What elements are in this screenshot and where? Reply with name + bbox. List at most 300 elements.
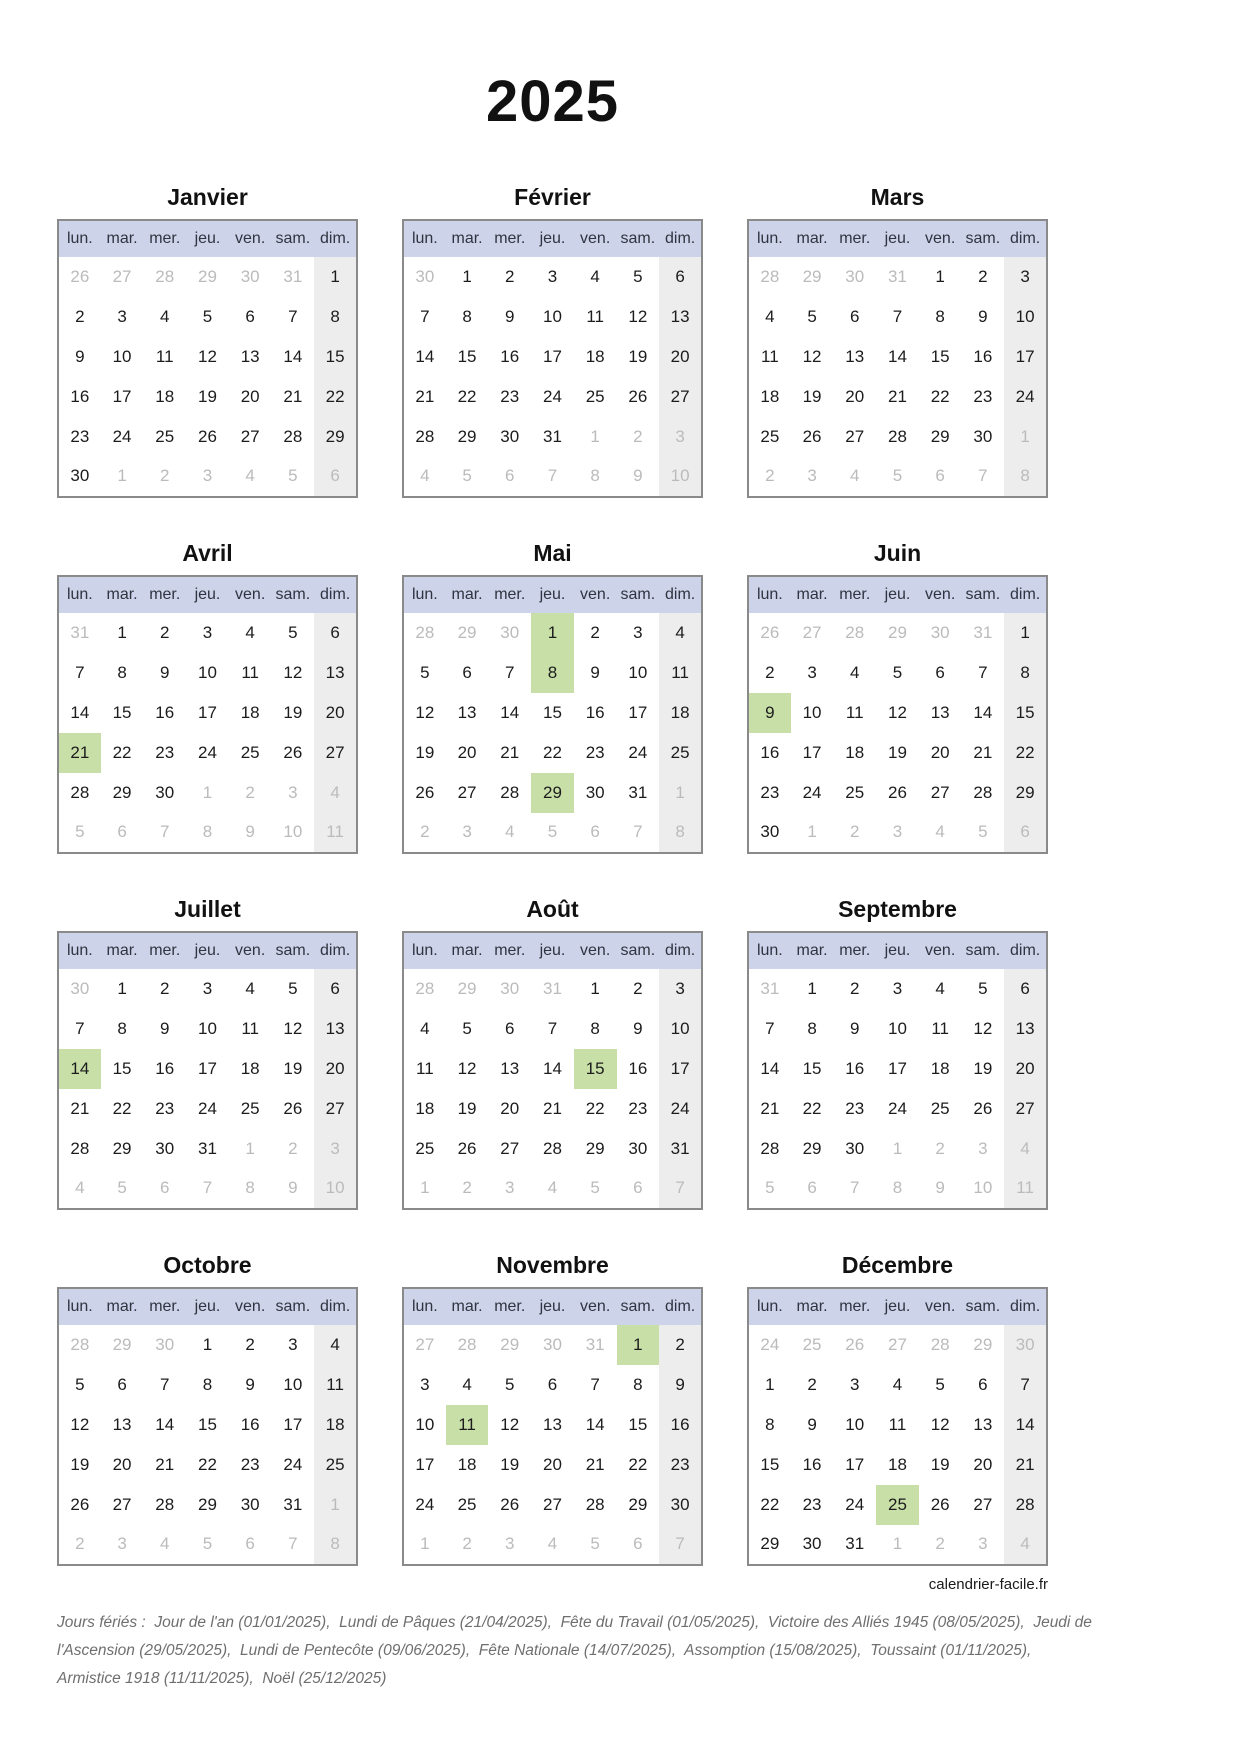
week-row	[58, 1089, 357, 1129]
weekday-header: ven.	[229, 1288, 272, 1325]
month-septembre	[747, 896, 1048, 1210]
month-mai	[402, 540, 703, 854]
day-cell: 27	[888, 1334, 907, 1354]
day-cell: 2	[75, 1534, 85, 1554]
day-cell: 4	[245, 622, 255, 642]
day-cell: 17	[659, 1049, 702, 1089]
weekday-header: jeu.	[186, 220, 229, 257]
day-cell: 2	[75, 306, 85, 326]
day-cell: 5	[462, 1018, 472, 1038]
day-cell: 11	[416, 1058, 434, 1078]
day-cell: 12	[457, 1058, 477, 1078]
day-cell: 25	[457, 1494, 477, 1514]
day-cell: 8	[245, 1178, 255, 1198]
day-cell: 1	[117, 622, 127, 642]
week-row	[403, 1405, 702, 1445]
weekday-header: sam.	[962, 1288, 1005, 1325]
day-cell: 3	[633, 622, 643, 642]
weekday-header: mar.	[101, 1288, 144, 1325]
weekday-header: mar.	[791, 1288, 834, 1325]
day-cell: 30	[155, 1138, 175, 1158]
day-cell: 4	[505, 822, 515, 842]
day-cell: 29	[802, 1138, 822, 1158]
day-cell: 19	[500, 1454, 520, 1474]
weekday-header: sam.	[617, 576, 660, 613]
day-cell: 7	[892, 306, 903, 326]
day-cell: 19	[70, 1454, 90, 1474]
week-row	[58, 1325, 357, 1365]
day-cell: 23	[845, 1098, 865, 1118]
week-row	[748, 257, 1047, 297]
month-title: Novembre	[496, 1251, 609, 1278]
day-cell: 30	[155, 782, 175, 802]
day-cell: 19	[628, 346, 648, 366]
day-cell: 5	[807, 306, 817, 326]
day-cell: 24	[415, 1494, 435, 1514]
day-cell: 1	[892, 1138, 903, 1158]
day-cell: 29	[457, 978, 477, 998]
day-cell: 14	[283, 346, 303, 366]
weekday-header: mar.	[791, 220, 834, 257]
day-cell: 3	[547, 266, 558, 286]
day-cell: 6	[1004, 969, 1047, 1009]
holiday-day-cell: 21	[58, 733, 101, 773]
week-row	[403, 1169, 702, 1209]
week-row	[58, 417, 357, 457]
day-cell: 12	[198, 346, 217, 366]
day-cell: 4	[765, 306, 775, 326]
day-cell: 23	[802, 1494, 822, 1514]
day-cell: 9	[160, 1018, 170, 1038]
day-cell: 26	[198, 426, 217, 446]
day-cell: 6	[1004, 813, 1047, 853]
weekday-header: mar.	[446, 576, 489, 613]
day-cell: 11	[888, 1414, 907, 1434]
day-cell: 22	[314, 377, 357, 417]
day-cell: 2	[765, 466, 775, 486]
day-cell: 4	[892, 1374, 903, 1394]
week-row	[58, 613, 357, 653]
day-cell: 20	[930, 742, 950, 762]
day-cell: 4	[245, 466, 255, 486]
day-cell: 3	[202, 622, 213, 642]
day-cell: 7	[633, 822, 643, 842]
day-cell: 16	[240, 1414, 260, 1434]
day-cell: 27	[930, 782, 950, 802]
month-table	[747, 219, 1048, 498]
day-cell: 1	[935, 266, 945, 286]
holiday-day-cell: 1	[617, 1325, 660, 1365]
week-row	[58, 1485, 357, 1525]
day-cell: 24	[1004, 377, 1047, 417]
month-title: Août	[526, 895, 579, 922]
day-cell: 2	[633, 426, 643, 446]
weekday-header: mar.	[101, 220, 144, 257]
month-octobre	[57, 1252, 358, 1566]
day-cell: 5	[75, 1374, 85, 1394]
week-row	[58, 257, 357, 297]
day-cell: 15	[628, 1414, 648, 1434]
day-cell: 3	[892, 822, 903, 842]
day-cell: 10	[888, 1018, 907, 1038]
week-row	[403, 1009, 702, 1049]
day-cell: 30	[500, 426, 520, 446]
day-cell: 7	[547, 466, 558, 486]
day-cell: 22	[1004, 733, 1047, 773]
weekday-header: ven.	[574, 1288, 617, 1325]
weekday-header: dim.	[314, 932, 357, 969]
weekday-header: sam.	[272, 576, 315, 613]
day-cell: 6	[314, 457, 357, 497]
day-cell: 29	[457, 622, 477, 642]
week-row	[748, 1485, 1047, 1525]
day-cell: 26	[973, 1098, 993, 1118]
day-cell: 12	[973, 1018, 993, 1038]
day-cell: 6	[807, 1178, 817, 1198]
month-title: Juin	[873, 539, 922, 566]
weekday-header: lun.	[58, 1288, 101, 1325]
day-cell: 6	[505, 1018, 515, 1038]
weekday-header: mer.	[488, 1288, 531, 1325]
day-cell: 13	[314, 1009, 357, 1049]
day-cell: 31	[659, 1129, 702, 1169]
month-table	[747, 931, 1048, 1210]
week-row	[58, 297, 357, 337]
week-row	[403, 337, 702, 377]
day-cell: 28	[70, 1334, 90, 1354]
day-cell: 27	[314, 733, 357, 773]
weekday-header: sam.	[617, 932, 660, 969]
day-cell: 2	[245, 782, 255, 802]
week-row	[58, 1405, 357, 1445]
day-cell: 22	[802, 1098, 822, 1118]
day-cell: 28	[930, 1334, 950, 1354]
holiday-day-cell: 11	[446, 1405, 489, 1445]
day-cell: 28	[457, 1334, 477, 1354]
day-cell: 10	[314, 1169, 357, 1209]
day-cell: 26	[283, 742, 303, 762]
day-cell: 29	[760, 1534, 780, 1554]
month-avril	[57, 540, 358, 854]
weekday-header: lun.	[403, 220, 446, 257]
day-cell: 24	[760, 1334, 780, 1354]
day-cell: 4	[1004, 1525, 1047, 1565]
weekday-header: mer.	[143, 576, 186, 613]
day-cell: 16	[70, 386, 90, 406]
day-cell: 23	[155, 1098, 175, 1118]
day-cell: 7	[75, 662, 85, 682]
week-row	[403, 1525, 702, 1565]
month-title: Octobre	[163, 1251, 252, 1278]
day-cell: 2	[850, 822, 860, 842]
day-cell: 17	[112, 386, 132, 406]
week-row	[58, 1525, 357, 1565]
day-cell: 4	[160, 306, 170, 326]
day-cell: 24	[543, 386, 562, 406]
weekday-header-row	[58, 576, 357, 613]
day-cell: 30	[155, 1334, 175, 1354]
weekday-header: mar.	[446, 1288, 489, 1325]
day-cell: 1	[117, 466, 127, 486]
month-mars	[747, 184, 1048, 498]
day-cell: 8	[892, 1178, 903, 1198]
day-cell: 3	[978, 1138, 988, 1158]
month-title: Décembre	[841, 1251, 954, 1278]
weekday-header: ven.	[919, 220, 962, 257]
day-cell: 5	[978, 822, 988, 842]
day-cell: 18	[457, 1454, 477, 1474]
day-cell: 29	[198, 266, 217, 286]
day-cell: 4	[850, 466, 860, 486]
day-cell: 3	[892, 978, 903, 998]
week-row	[748, 813, 1047, 853]
day-cell: 27	[802, 622, 822, 642]
day-cell: 3	[807, 662, 817, 682]
day-cell: 23	[760, 782, 780, 802]
week-row	[748, 1405, 1047, 1445]
day-cell: 22	[585, 1098, 605, 1118]
weekday-header: mer.	[833, 1288, 876, 1325]
day-cell: 2	[160, 978, 170, 998]
day-cell: 27	[240, 426, 260, 446]
day-cell: 11	[314, 1365, 357, 1405]
day-cell: 10	[415, 1414, 435, 1434]
weekday-header-row	[58, 932, 357, 969]
day-cell: 25	[415, 1138, 435, 1158]
day-cell: 19	[283, 1058, 303, 1078]
day-cell: 29	[888, 622, 907, 642]
day-cell: 4	[1004, 1129, 1047, 1169]
day-cell: 24	[659, 1089, 702, 1129]
day-cell: 31	[543, 978, 562, 998]
day-cell: 16	[585, 702, 605, 722]
day-cell: 18	[845, 742, 865, 762]
day-cell: 1	[590, 978, 600, 998]
day-cell: 20	[240, 386, 260, 406]
day-cell: 26	[70, 266, 90, 286]
day-cell: 9	[850, 1018, 860, 1038]
week-row	[58, 653, 357, 693]
day-cell: 22	[457, 386, 477, 406]
weekday-header: ven.	[919, 1288, 962, 1325]
day-cell: 2	[935, 1138, 945, 1158]
month-table	[402, 931, 703, 1210]
week-row	[748, 1365, 1047, 1405]
day-cell: 13	[112, 1414, 132, 1434]
weekday-header: mer.	[488, 932, 531, 969]
weekday-header: ven.	[919, 576, 962, 613]
day-cell: 12	[802, 346, 822, 366]
day-cell: 18	[314, 1405, 357, 1445]
day-cell: 5	[765, 1178, 775, 1198]
day-cell: 7	[765, 1018, 775, 1038]
holiday-day-cell: 15	[574, 1049, 617, 1089]
week-row	[403, 1365, 702, 1405]
day-cell: 29	[112, 782, 132, 802]
day-cell: 28	[155, 1494, 175, 1514]
day-cell: 31	[760, 978, 780, 998]
day-cell: 16	[155, 1058, 175, 1078]
day-cell: 23	[155, 742, 175, 762]
weekday-header: dim.	[314, 220, 357, 257]
day-cell: 4	[420, 1018, 430, 1038]
weekday-header: mer.	[833, 932, 876, 969]
day-cell: 16	[973, 346, 993, 366]
weekday-header: mer.	[833, 220, 876, 257]
week-row	[748, 1129, 1047, 1169]
day-cell: 28	[543, 1138, 562, 1158]
day-cell: 30	[760, 822, 780, 842]
day-cell: 21	[70, 1098, 90, 1118]
day-cell: 18	[930, 1058, 950, 1078]
day-cell: 9	[978, 306, 988, 326]
day-cell: 8	[659, 813, 702, 853]
day-cell: 24	[802, 782, 822, 802]
week-row	[58, 1169, 357, 1209]
day-cell: 28	[1004, 1485, 1047, 1525]
weekday-header: dim.	[1004, 932, 1047, 969]
week-row	[403, 377, 702, 417]
day-cell: 24	[283, 1454, 303, 1474]
month-title: Septembre	[838, 895, 957, 922]
day-cell: 3	[202, 978, 213, 998]
day-cell: 9	[807, 1414, 817, 1434]
day-cell: 23	[973, 386, 993, 406]
week-row	[403, 457, 702, 497]
week-row	[403, 733, 702, 773]
day-cell: 24	[112, 426, 132, 446]
day-cell: 17	[802, 742, 822, 762]
day-cell: 17	[198, 702, 217, 722]
day-cell: 13	[659, 297, 702, 337]
day-cell: 26	[888, 782, 907, 802]
day-cell: 11	[155, 346, 174, 366]
day-cell: 6	[935, 466, 945, 486]
day-cell: 3	[850, 1374, 860, 1394]
day-cell: 5	[935, 1374, 945, 1394]
day-cell: 1	[314, 1485, 357, 1525]
week-row	[403, 257, 702, 297]
day-cell: 30	[240, 1494, 260, 1514]
weekday-header: dim.	[659, 576, 702, 613]
day-cell: 27	[973, 1494, 993, 1514]
day-cell: 27	[112, 1494, 132, 1514]
day-cell: 13	[1004, 1009, 1047, 1049]
day-cell: 7	[202, 1178, 213, 1198]
day-cell: 5	[590, 1534, 600, 1554]
day-cell: 13	[543, 1414, 562, 1434]
week-row	[748, 613, 1047, 653]
day-cell: 5	[288, 622, 298, 642]
weekday-header: mer.	[488, 576, 531, 613]
weekday-header: ven.	[919, 932, 962, 969]
month-title: Mai	[533, 539, 572, 566]
day-cell: 28	[283, 426, 303, 446]
day-cell: 3	[1004, 257, 1047, 297]
day-cell: 29	[314, 417, 357, 457]
month-table	[57, 575, 358, 854]
week-row	[403, 613, 702, 653]
day-cell: 27	[314, 1089, 357, 1129]
day-cell: 10	[198, 1018, 217, 1038]
month-table	[747, 1287, 1048, 1566]
weekday-header-row	[403, 220, 702, 257]
week-row	[58, 1049, 357, 1089]
day-cell: 9	[505, 306, 515, 326]
day-cell: 17	[283, 1414, 303, 1434]
month-table	[57, 931, 358, 1210]
week-row	[403, 1089, 702, 1129]
day-cell: 10	[112, 346, 132, 366]
week-row	[403, 297, 702, 337]
day-cell: 14	[155, 1414, 175, 1434]
day-cell: 9	[245, 1374, 255, 1394]
day-cell: 6	[117, 822, 127, 842]
day-cell: 28	[973, 782, 993, 802]
day-cell: 20	[845, 386, 865, 406]
day-cell: 7	[160, 822, 170, 842]
day-cell: 15	[543, 702, 562, 722]
week-row	[403, 693, 702, 733]
day-cell: 21	[283, 386, 303, 406]
week-row	[403, 417, 702, 457]
day-cell: 9	[633, 1018, 643, 1038]
holiday-day-cell: 25	[876, 1485, 919, 1525]
day-cell: 30	[845, 266, 865, 286]
day-cell: 28	[760, 266, 780, 286]
day-cell: 23	[659, 1445, 702, 1485]
week-row	[748, 1525, 1047, 1565]
day-cell: 6	[590, 822, 600, 842]
day-cell: 28	[500, 782, 520, 802]
day-cell: 18	[240, 1058, 260, 1078]
day-cell: 26	[500, 1494, 520, 1514]
day-cell: 10	[802, 702, 822, 722]
day-cell: 3	[117, 306, 127, 326]
day-cell: 7	[659, 1525, 702, 1565]
day-cell: 6	[160, 1178, 170, 1198]
week-row	[748, 1009, 1047, 1049]
weekday-header: mar.	[101, 932, 144, 969]
day-cell: 21	[585, 1454, 605, 1474]
weekday-header: dim.	[1004, 220, 1047, 257]
day-cell: 30	[500, 622, 520, 642]
day-cell: 29	[1004, 773, 1047, 813]
day-cell: 15	[802, 1058, 822, 1078]
day-cell: 14	[760, 1058, 780, 1078]
day-cell: 4	[160, 1534, 170, 1554]
day-cell: 3	[462, 822, 472, 842]
day-cell: 11	[241, 1018, 259, 1038]
day-cell: 16	[500, 346, 520, 366]
day-cell: 21	[543, 1098, 562, 1118]
day-cell: 4	[314, 773, 357, 813]
week-row	[58, 337, 357, 377]
day-cell: 26	[760, 622, 780, 642]
day-cell: 30	[500, 978, 520, 998]
day-cell: 20	[973, 1454, 993, 1474]
day-cell: 1	[117, 978, 127, 998]
month-title: Mars	[870, 183, 925, 210]
day-cell: 2	[633, 978, 643, 998]
day-cell: 27	[1004, 1089, 1047, 1129]
day-cell: 4	[935, 822, 945, 842]
day-cell: 8	[462, 306, 472, 326]
day-cell: 8	[202, 822, 213, 842]
day-cell: 5	[978, 978, 988, 998]
week-row	[748, 337, 1047, 377]
weekday-header: jeu.	[186, 1288, 229, 1325]
